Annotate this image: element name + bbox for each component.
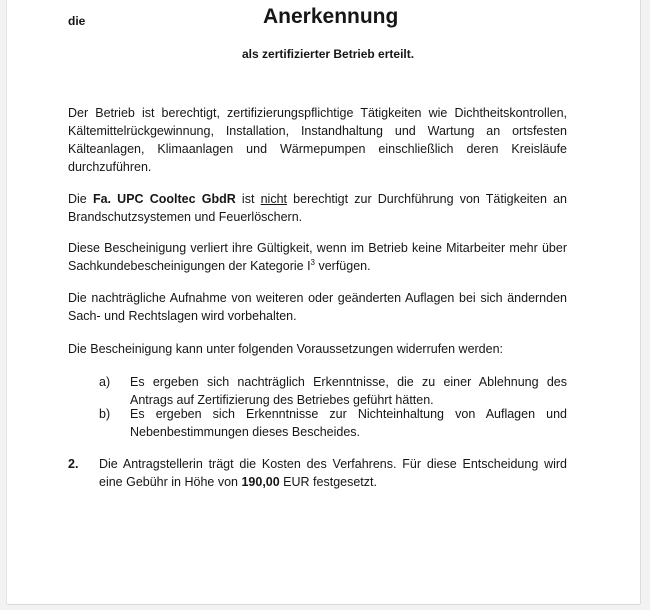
section-number: 2. <box>68 457 79 471</box>
category-superscript: 3 <box>310 258 315 267</box>
paragraph-reservation: Die nachträgliche Aufnahme von weiteren oder geänderten Auflagen bei sich ändernden Sach- und Rechtslagen wird vorbehalten. <box>68 291 567 323</box>
document-page <box>7 0 640 604</box>
validity-text-end: verfügen. <box>315 259 371 273</box>
paragraph-authorization: Der Betrieb ist berechtigt, zertifizierungspflichtige Tätigkeiten wie Dichtheitskontrollen, Kältemittelrückgewinnung, Installation, Instandhaltung und Wartung an ortsfesten Kälteanlagen, Klimaanlagen und Wärmepumpen einschließlich deren Kreisläufe durchzuführen. <box>68 106 567 174</box>
header-prefix: die <box>68 14 86 28</box>
costs-text-start: Die Antragstellerin trägt die Kosten des Verfahrens. Für diese Entscheidung wird eine Gebühr in Höhe von <box>99 457 567 489</box>
condition-text: Es ergeben sich Erkenntnisse zur Nichteinhaltung von Auflagen und Nebenbestimmungen dieses Bescheides. <box>130 407 567 439</box>
document-subtitle: als zertifizierter Betrieb erteilt. <box>242 47 415 61</box>
section-costs <box>99 455 567 491</box>
restriction-text-start: Die <box>68 192 93 206</box>
paragraph-validity <box>68 239 567 275</box>
costs-text-end: EUR festgesetzt. <box>279 475 377 489</box>
paragraph-restriction <box>68 190 567 226</box>
condition-marker: a) <box>99 375 111 389</box>
company-name: Fa. UPC Cooltec GbdR <box>92 192 236 206</box>
validity-text-start: Diese Bescheinigung verliert ihre Gültigkeit, wenn im Betrieb keine Mitarbeiter mehr über Sachkundebescheinigungen der Kategorie I <box>68 241 567 273</box>
condition-text: Es ergeben sich nachträglich Erkenntnisse, die zu einer Ablehnung des Antrags auf Zertifizierung des Betriebes geführt hätten. <box>130 375 567 407</box>
condition-marker: b) <box>99 407 111 421</box>
document-title: Anerkennung <box>263 5 399 28</box>
paragraph-revocation-intro: Die Bescheinigung kann unter folgenden Voraussetzungen widerrufen werden: <box>68 342 504 356</box>
negation-word: nicht <box>260 192 288 206</box>
fee-amount: 190,00 <box>241 475 280 489</box>
restriction-text-end: berechtigt zur Durchführung von Tätigkeiten an Brandschutzsystemen und Feuerlöschern. <box>68 192 568 224</box>
restriction-text-mid: ist <box>235 192 261 206</box>
